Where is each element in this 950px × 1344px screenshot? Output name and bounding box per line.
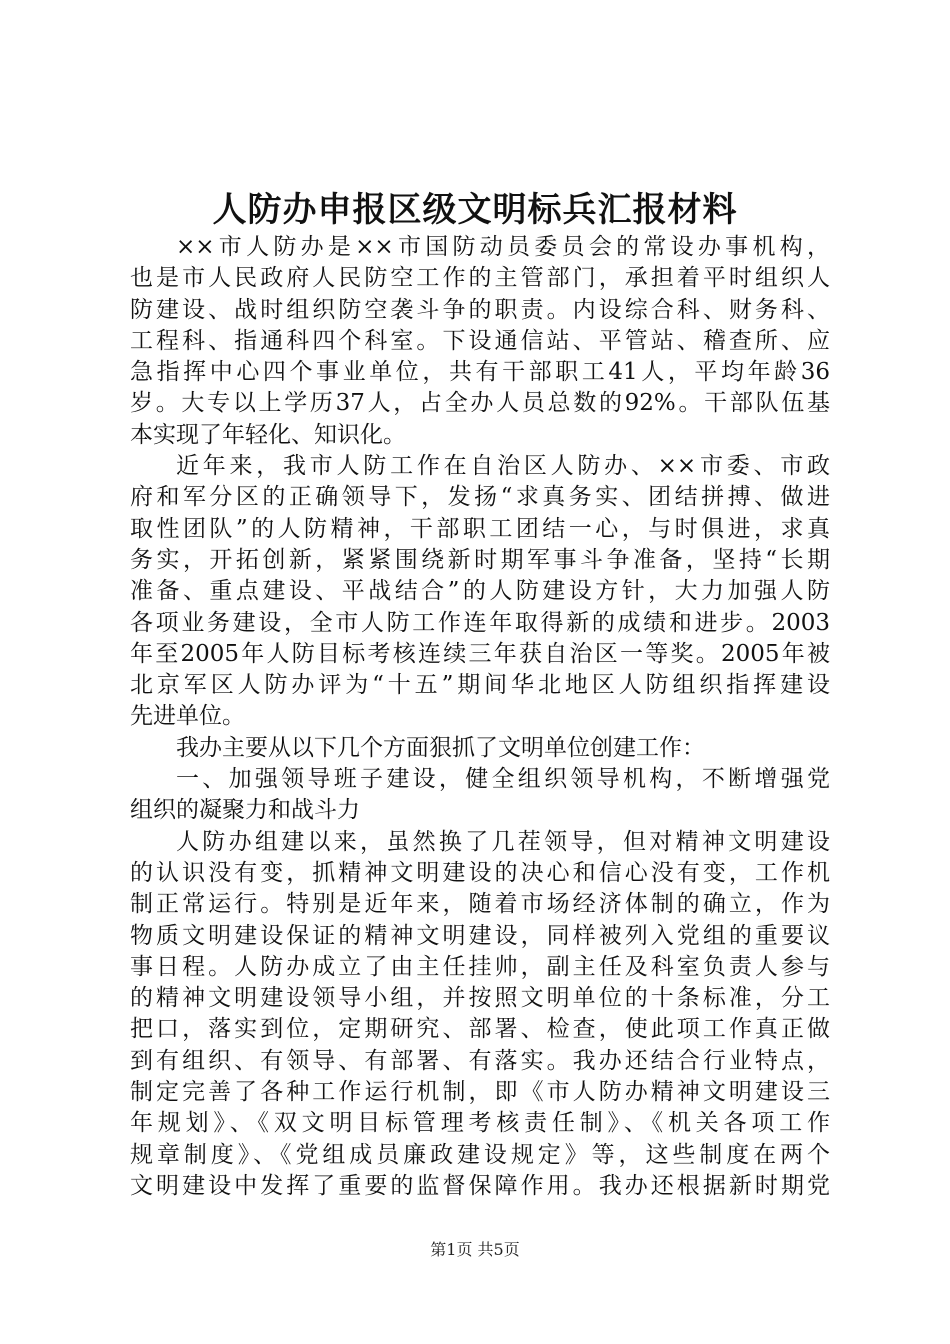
- body-line: 准备、重点建设、平战结合”的人防建设方针，大力加强人防: [130, 578, 830, 605]
- section-heading-line: 一、加强领导班子建设，健全组织领导机构，不断增强党: [176, 766, 830, 793]
- body-line: 取性团队”的人防精神，干部职工团结一心，与时俱进，求真: [130, 515, 830, 542]
- body-line: 的认识没有变，抓精神文明建设的决心和信心没有变，工作机: [130, 859, 830, 886]
- body-line: 年规划》、《双文明目标管理考核责任制》、《机关各项工作: [130, 1110, 830, 1137]
- body-line: 规章制度》、《党组成员廉政建设规定》等，这些制度在两个: [130, 1141, 830, 1168]
- body-line: 北京军区人防办评为“十五”期间华北地区人防组织指挥建设: [130, 672, 830, 699]
- body-line: 年至2005年人防目标考核连续三年获自治区一等奖。2005年被: [130, 640, 830, 667]
- body-line: 务实，开拓创新，紧紧围绕新时期军事斗争准备，坚持“长期: [130, 546, 830, 573]
- body-line: 把口，落实到位，定期研究、部署、检查，使此项工作真正做: [130, 1016, 830, 1043]
- section-heading-line: 组织的凝聚力和战斗力: [130, 797, 360, 824]
- page-footer: 第1页 共5页: [430, 1240, 520, 1259]
- body-line: 岁。大专以上学历37人，占全办人员总数的92%。干部队伍基: [130, 390, 830, 417]
- body-line: 府和军分区的正确领导下，发扬“求真务实、团结拼搏、做进: [130, 484, 830, 511]
- body-line: 本实现了年轻化、知识化。: [130, 421, 406, 448]
- body-line: ××市人防办是××市国防动员委员会的常设办事机构，: [176, 234, 830, 260]
- body-line: 工程科、指通科四个科室。下设通信站、平管站、稽查所、应: [130, 327, 830, 354]
- body-line: 制正常运行。特别是近年来，随着市场经济体制的确立，作为: [130, 891, 830, 918]
- body-line: 先进单位。: [130, 703, 245, 730]
- body-line: 急指挥中心四个事业单位，共有干部职工41人，平均年龄36: [130, 359, 830, 386]
- body-line: 我办主要从以下几个方面狠抓了文明单位创建工作：: [176, 734, 705, 761]
- body-line: 也是市人民政府人民防空工作的主管部门，承担着平时组织人: [130, 265, 830, 292]
- body-line: 近年来，我市人防工作在自治区人防办、××市委、市政: [176, 453, 830, 480]
- body-line: 事日程。人防办成立了由主任挂帅，副主任及科室负责人参与: [130, 953, 830, 980]
- body-line: 到有组织、有领导、有部署、有落实。我办还结合行业特点，: [130, 1047, 830, 1074]
- document-body: [130, 232, 830, 1202]
- body-line: 防建设、战时组织防空袭斗争的职责。内设综合科、财务科、: [130, 296, 830, 323]
- body-line: 制定完善了各种工作运行机制，即《市人防办精神文明建设三: [130, 1079, 830, 1106]
- body-line: 各项业务建设，全市人防工作连年取得新的成绩和进步。2003: [130, 609, 830, 636]
- body-line: 的精神文明建设领导小组，并按照文明单位的十条标准，分工: [130, 985, 830, 1012]
- body-line: 人防办组建以来，虽然换了几茬领导，但对精神文明建设: [176, 828, 830, 855]
- document-title: 人防办申报区级文明标兵汇报材料: [212, 190, 738, 230]
- body-line: 文明建设中发挥了重要的监督保障作用。我办还根据新时期党: [130, 1172, 830, 1199]
- body-line: 物质文明建设保证的精神文明建设，同样被列入党组的重要议: [130, 922, 830, 949]
